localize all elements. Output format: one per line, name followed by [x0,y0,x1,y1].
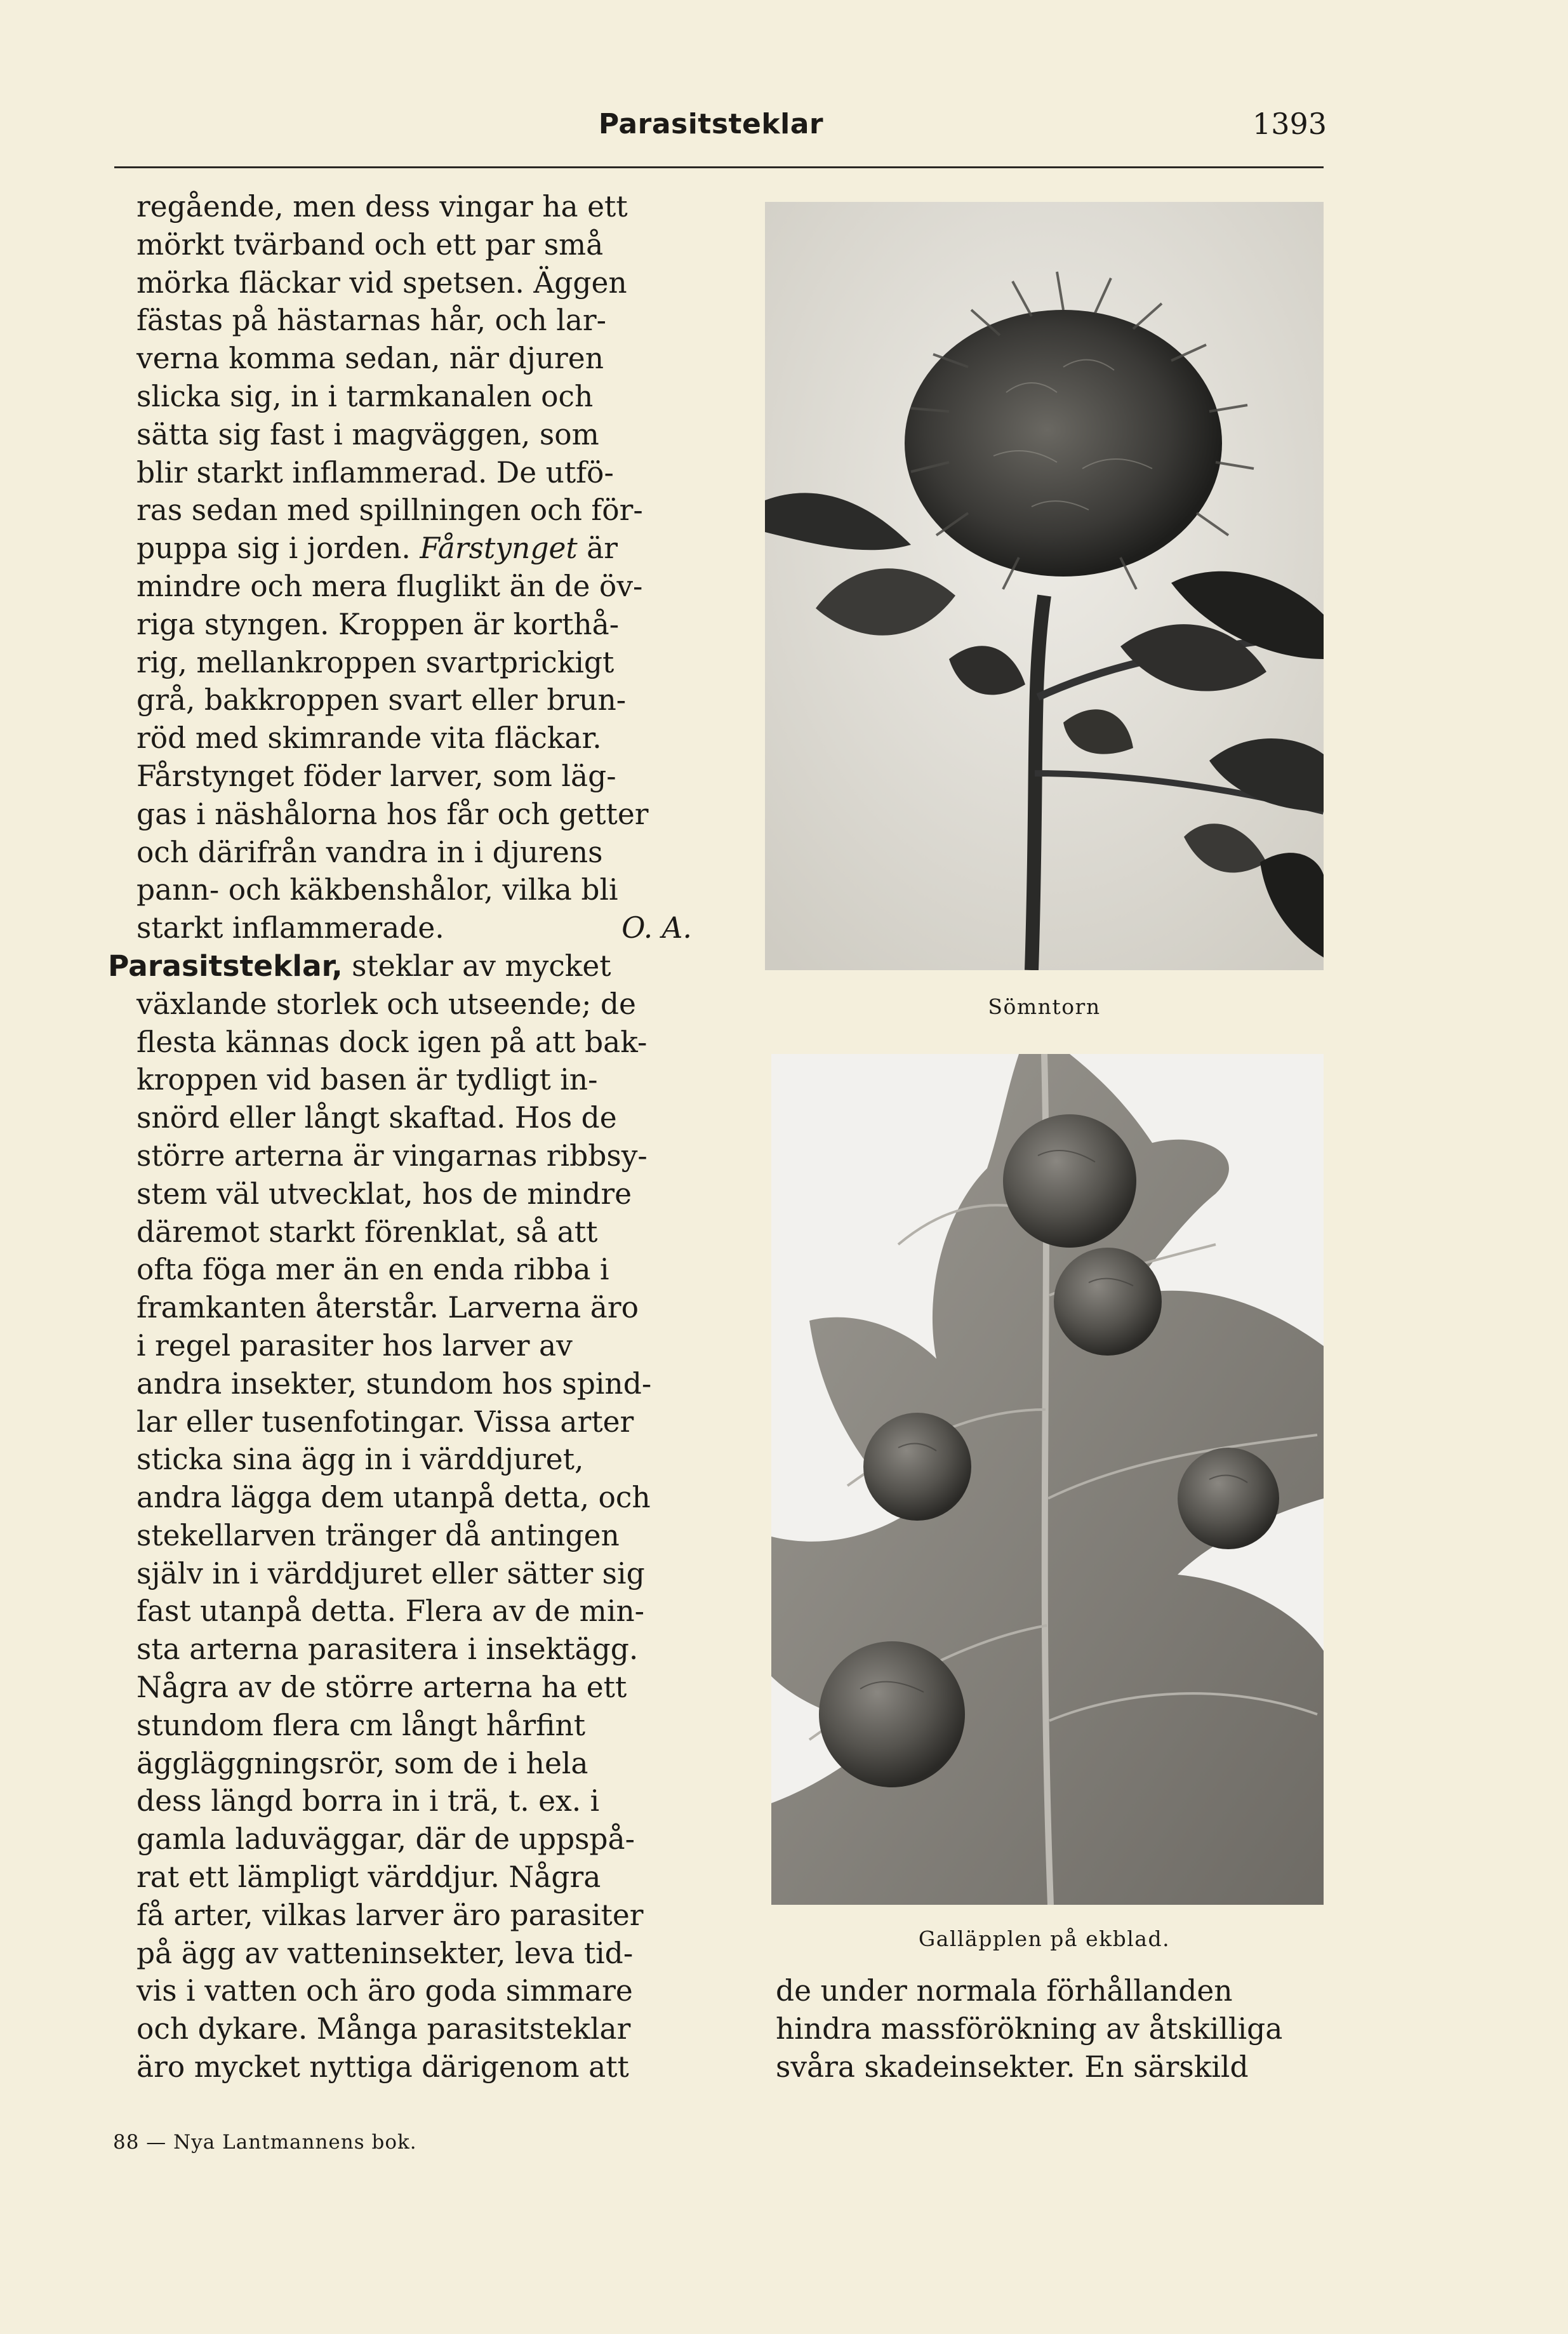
oak-gall-illustration [771,1054,1324,1905]
text-line: gas i näshålorna hos får och getter [136,797,649,831]
figure-caption-bottom: Galläpplen på ekblad. [918,1926,1171,1951]
text-line: och därifrån vandra in i djurens [136,835,603,869]
text-line: fast utanpå detta. Flera av de min- [136,1594,645,1629]
text-line: större arterna är vingarnas ribbsy- [136,1138,648,1173]
text-line [136,530,692,568]
text-line: stekellarven tränger då antingen [136,1518,620,1552]
text-line: mörkt tvärband och ett par små [136,227,604,262]
text-line: äro mycket nyttiga därigenom att [136,2050,629,2084]
text-line: de under normala förhållanden [776,1974,1233,2008]
text-line: stem väl utvecklat, hos de mindre [136,1177,632,1211]
text-line: andra lägga dem utanpå detta, och [136,1481,651,1515]
gall-twig-photo [765,202,1324,970]
text-line: dess längd borra in i trä, t. ex. i [136,1784,600,1818]
text-run: steklar av mycket [342,949,611,983]
text-line: pann- och käkbenshålor, vilka bli [136,873,618,907]
text-line: grå, bakkroppen svart eller brun- [136,683,627,717]
text-run: puppa sig i jorden. [136,531,411,566]
text-line: Några av de större arterna ha ett [136,1670,627,1705]
gall-twig-illustration [765,202,1324,970]
header-rule [114,166,1324,168]
text-line: rat ett lämpligt värddjur. Några [136,1860,601,1895]
text-line: rig, mellankroppen svartprickigt [136,645,615,679]
text-line: verna komma sedan, när djuren [136,342,604,376]
text-line: vis i vatten och äro goda simmare [136,1974,633,2008]
text-line: och dykare. Många parasitsteklar [136,2012,631,2046]
footer-signature-mark: 88 — Nya Lantmannens bok. [113,2131,417,2154]
text-line: ras sedan med spillningen och för- [136,493,643,528]
italic-term: Fårstynget [420,531,578,566]
oak-gall-photo [771,1054,1324,1905]
text-line: själv in i värddjuret eller sätter sig [136,1556,645,1590]
text-line: slicka sig, in i tarmkanalen och [136,379,594,413]
text-line: sticka sina ägg in i värddjuret, [136,1443,584,1477]
page-number: 1393 [1252,107,1327,141]
text-line: däremot starkt förenklat, så att [136,1215,598,1249]
author-signature: O. A. [621,911,692,945]
text-line: regående, men dess vingar ha ett [136,190,628,223]
left-text-column [108,188,692,2086]
text-line: sätta sig fast i magväggen, som [136,417,599,451]
text-line [136,909,692,947]
text-line: på ägg av vatteninsekter, leva tid- [136,1936,634,1970]
text-line: kroppen vid basen är tydligt in- [136,1063,598,1097]
text-line: blir starkt inflammerad. De utfö- [136,455,614,490]
entry-first-line [108,947,692,985]
running-header-title: Parasitsteklar [598,108,824,140]
text-line: mindre och mera fluglikt än de öv- [136,569,643,603]
text-line: framkanten återstår. Larverna äro [136,1291,639,1325]
right-text-column [776,1972,1328,2086]
figure-caption-top: Sömntorn [988,994,1101,1019]
text-line: svåra skadeinsekter. En särskild [776,2050,1249,2084]
text-line: ofta föga mer än en enda ribba i [136,1253,609,1287]
text-line: stundom flera cm långt hårfint [136,1708,586,1742]
entry-headword: Parasitsteklar, [108,949,343,983]
text-run: är [577,531,618,566]
text-line: riga styngen. Kroppen är korthå- [136,607,620,641]
text-line: flesta kännas dock igen på att bak- [136,1025,648,1059]
text-line: andra insekter, stundom hos spind- [136,1366,652,1401]
text-line: i regel parasiter hos larver av [136,1328,573,1363]
text-line: Fårstynget föder larver, som läg- [136,759,616,793]
text-line: äggläggningsrör, som de i hela [136,1746,588,1780]
text-line: växlande storlek och utseende; de [136,987,636,1021]
text-line: fästas på hästarnas hår, och lar- [136,303,606,338]
text-run: starkt inflammerade. [136,911,444,945]
text-line: sta arterna parasitera i insektägg. [136,1632,639,1667]
text-line: gamla laduväggar, där de uppspå- [136,1822,635,1857]
text-line: få arter, vilkas larver äro parasiter [136,1898,644,1932]
text-line: hindra massförökning av åtskilliga [776,2011,1283,2046]
text-line: röd med skimrande vita fläckar. [136,721,602,756]
text-line: mörka fläckar vid spetsen. Äggen [136,265,627,300]
text-line: lar eller tusenfotingar. Vissa arter [136,1404,634,1439]
text-line: snörd eller långt skaftad. Hos de [136,1101,617,1135]
